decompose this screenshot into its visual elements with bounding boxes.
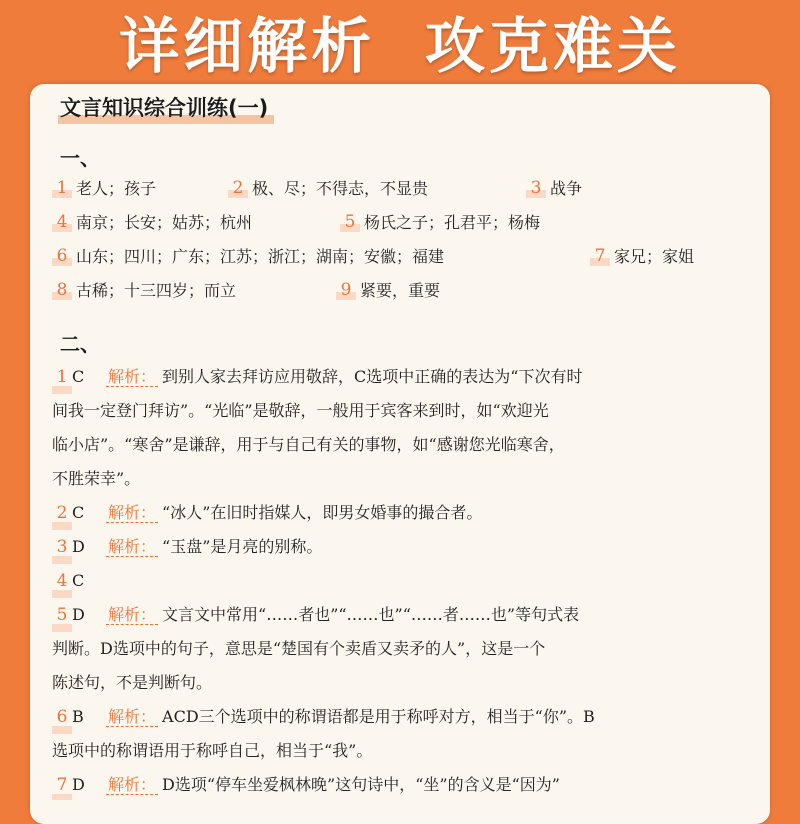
answer-7 <box>590 244 694 267</box>
question-number: 2 <box>52 496 72 530</box>
question-number: 4 <box>52 564 72 598</box>
answer-text: 家兄；家姐 <box>614 247 695 266</box>
explanation-line: 文言文中常用“……者也”“……也”“……者……也”等句式表 <box>162 605 580 624</box>
explanation-line: “冰人”在旧时指媒人，即男女婚事的撮合者。 <box>162 503 483 522</box>
question-number: 5 <box>52 598 72 632</box>
part-two-heading: 二、 <box>60 332 100 356</box>
analysis-tag: 解析： <box>108 537 157 556</box>
answer-text: 南京；长安；姑苏；杭州 <box>76 213 253 232</box>
explanation-5 <box>52 598 752 700</box>
answer-number: 2 <box>228 178 248 198</box>
explanation-1 <box>52 360 752 496</box>
answer-number: 8 <box>52 280 72 300</box>
analysis-tag: 解析： <box>108 367 157 386</box>
answer-text: 山东；四川；广东；江苏；浙江；湖南；安徽；福建 <box>76 247 445 266</box>
question-number: 7 <box>52 768 72 800</box>
analysis-tag: 解析： <box>108 503 157 522</box>
answer-4 <box>52 210 252 233</box>
analysis-tag: 解析： <box>108 775 157 794</box>
explanation-line: ACD三个选项中的称谓语都是用于称呼对方，相当于“你”。B <box>162 707 595 726</box>
answer-text: 紧要，重要 <box>360 281 441 300</box>
analysis-tag: 解析： <box>108 605 157 624</box>
answer-5 <box>340 210 540 233</box>
banner-title: 详细解析 攻克难关 <box>119 12 681 82</box>
explanation-4 <box>52 564 752 598</box>
question-number: 6 <box>52 700 72 734</box>
answer-8 <box>52 278 236 301</box>
answer-number: 1 <box>52 178 72 198</box>
answer-1 <box>52 176 156 199</box>
answer-3 <box>526 176 582 199</box>
answer-number: 5 <box>340 212 360 232</box>
answer-6 <box>52 244 444 267</box>
analysis-tag: 解析： <box>108 707 157 726</box>
choice-letter: D <box>72 775 85 794</box>
answer-text: 古稀；十三四岁；而立 <box>76 281 237 300</box>
answer-number: 6 <box>52 246 72 266</box>
choice-letter: B <box>72 707 84 726</box>
answer-number: 9 <box>336 280 356 300</box>
choice-letter: D <box>72 537 85 556</box>
answer-text: 杨氏之子；孔君平；杨梅 <box>364 213 541 232</box>
choice-letter: C <box>72 367 85 386</box>
explanation-6 <box>52 700 752 768</box>
answer-number: 7 <box>590 246 610 266</box>
answer-text: 老人；孩子 <box>76 179 157 198</box>
choice-letter: D <box>72 605 85 624</box>
question-number: 1 <box>52 360 72 394</box>
explanation-line: 陈述句，不是判断句。 <box>52 673 213 692</box>
choice-letter: C <box>72 503 85 522</box>
answer-2 <box>228 176 428 199</box>
explanation-line: 判断。D选项中的句子，意思是“楚国有个卖盾又卖矛的人”，这是一个 <box>52 639 546 658</box>
question-number: 3 <box>52 530 72 564</box>
explanation-line: 到别人家去拜访应用敬辞，C选项中正确的表达为“下次有时 <box>162 367 583 386</box>
explanation-line: 不胜荣幸”。 <box>52 469 141 488</box>
section-title: 文言知识综合训练(一) <box>58 92 274 124</box>
choice-letter: C <box>72 571 85 590</box>
answer-number: 4 <box>52 212 72 232</box>
explanation-2 <box>52 496 752 530</box>
banner <box>0 0 800 84</box>
explanation-line: “玉盘”是月亮的别称。 <box>162 537 323 556</box>
part-one-heading: 一、 <box>60 146 100 170</box>
answer-text: 极、尽；不得志，不显贵 <box>252 179 429 198</box>
explanation-line: 选项中的称谓语用于称呼自己，相当于“我”。 <box>52 741 373 760</box>
answer-number: 3 <box>526 178 546 198</box>
answer-text: 战争 <box>550 179 583 198</box>
answer-sheet <box>30 84 770 824</box>
explanation-line: 间我一定登门拜访”。“光临”是敬辞，一般用于宾客来到时，如“欢迎光 <box>52 401 549 420</box>
explanation-line: 临小店”。“寒舍”是谦辞，用于与自己有关的事物，如“感谢您光临寒舍， <box>52 435 565 454</box>
answer-9 <box>336 278 440 301</box>
explanation-line: D选项“停车坐爱枫林晚”这句诗中，“坐”的含义是“因为” <box>162 775 560 794</box>
explanation-3 <box>52 530 752 564</box>
explanation-7 <box>52 768 752 800</box>
